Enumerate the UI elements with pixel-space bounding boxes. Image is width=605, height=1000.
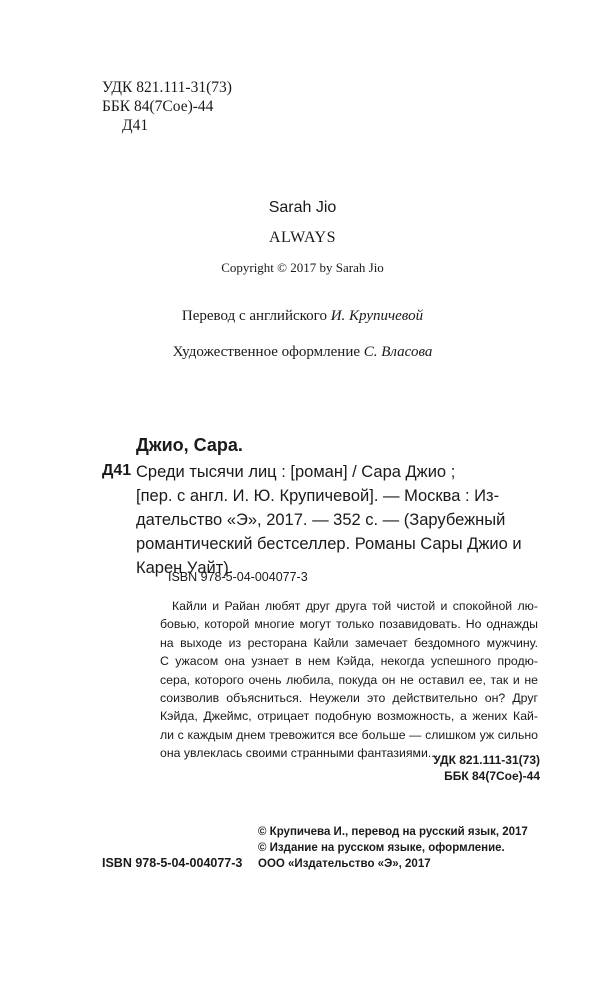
original-author: Sarah Jio bbox=[268, 199, 337, 216]
copyright-translation: © Крупичева И., перевод на русский язык, 2017 bbox=[258, 826, 528, 838]
bib-line: [пер. с англ. И. Ю. Крупичевой]. — Москва : Из- bbox=[136, 487, 500, 505]
bib-line: дательство «Э», 2017. — 352 с. — (Зарубежный bbox=[136, 511, 506, 529]
copyright-publisher: ООО «Издательство «Э», 2017 bbox=[258, 858, 431, 870]
translator-name: И. Крупичевой bbox=[330, 308, 424, 324]
bottom-classification-codes bbox=[380, 752, 540, 784]
bibliographic-author: Джио, Сара. bbox=[136, 435, 243, 455]
translation-prefix: Перевод с английского bbox=[181, 308, 327, 324]
bottom-bbk-code: ББК 84(7Сое)-44 bbox=[444, 769, 540, 783]
author-mark: Д41 bbox=[122, 117, 149, 134]
bbk-code: ББК 84(7Сое)-44 bbox=[102, 98, 214, 115]
original-title: ALWAYS bbox=[268, 229, 336, 246]
bibliographic-description bbox=[136, 460, 538, 580]
annotation-line: Кайли и Райан любят друг друга той чистой и спокойной лю- bbox=[172, 599, 538, 613]
annotation-line: Кэйда, Джеймс, отрицает подобную возможность, а жених Кай- bbox=[160, 709, 538, 724]
isbn: ISBN 978-5-04-004077-3 bbox=[102, 856, 243, 870]
classification-codes bbox=[102, 78, 232, 135]
original-copyright: Copyright © 2017 by Sarah Jio bbox=[221, 260, 384, 275]
bib-line: Среди тысячи лиц : [роман] / Сара Джио ; bbox=[136, 463, 456, 481]
annotation-line: ли с каждым днем тревожится все больше — слишком уж сильно bbox=[160, 727, 538, 742]
copyright-edition: © Издание на русском языке, оформление. bbox=[258, 842, 505, 854]
bottom-udk-code: УДК 821.111-31(73) bbox=[433, 753, 540, 767]
udk-code: УДК 821.111-31(73) bbox=[102, 79, 232, 96]
bib-line: Карен Уайт). bbox=[136, 559, 234, 577]
design-credit bbox=[0, 344, 605, 361]
bibliographic-code: Д41 bbox=[102, 462, 132, 479]
copyright-block bbox=[258, 824, 528, 872]
bib-line: романтический бестселлер. Романы Сары Джио и bbox=[136, 535, 522, 553]
annotation bbox=[160, 597, 538, 763]
design-prefix: Художественное оформление bbox=[172, 344, 361, 360]
annotation-line: на выходе из ресторана Кайли замечает бездомного мужчину. bbox=[160, 635, 538, 650]
annotation-line: соизволив объясниться. Неужели это действительно он? Друг bbox=[160, 691, 538, 706]
bibliographic-isbn: ISBN 978-5-04-004077-3 bbox=[168, 570, 308, 584]
annotation-line: бовью, которой многие могут только позавидовать. Но однажды bbox=[160, 617, 538, 632]
annotation-line: сера, которого очень любила, покуда он не оставил ее, так и не bbox=[160, 672, 538, 687]
translation-credit bbox=[0, 308, 605, 325]
annotation-line: она увлеклась своими странными фантазиями... bbox=[160, 746, 439, 761]
designer-name: С. Власова bbox=[363, 344, 433, 360]
annotation-line: С ужасом она узнает в нем Кэйда, некогда успешного продю- bbox=[160, 654, 538, 669]
